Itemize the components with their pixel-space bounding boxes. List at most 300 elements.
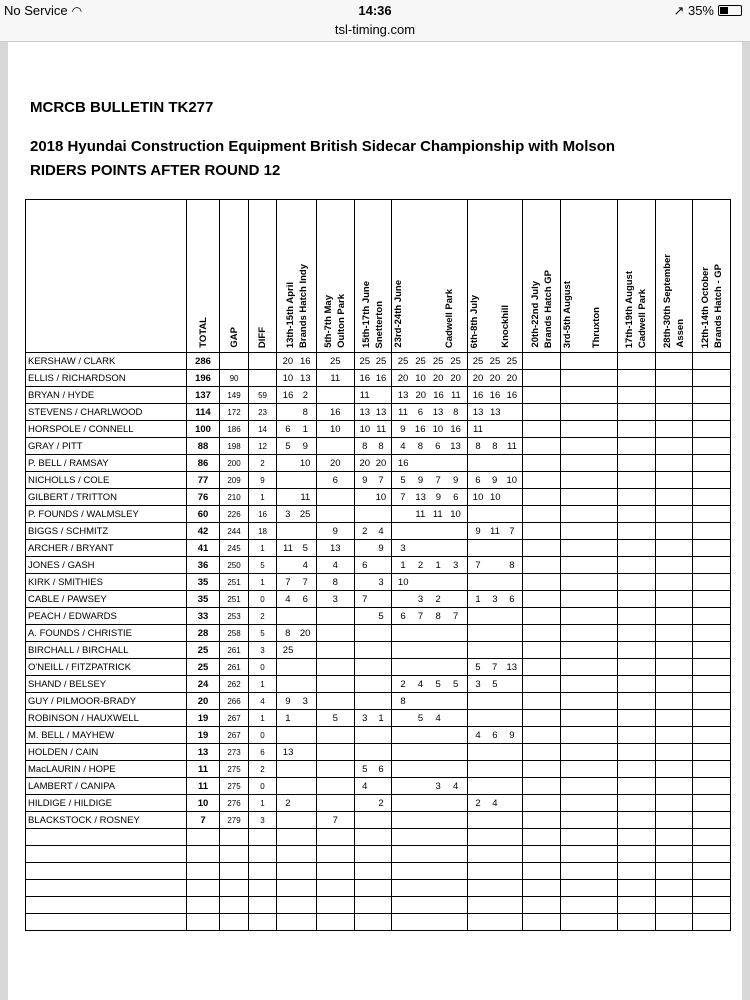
round-cell-empty <box>561 642 618 659</box>
round-cell-empty <box>561 812 618 829</box>
empty-cell <box>618 897 656 914</box>
round-cell-r1 <box>277 387 317 404</box>
round-cell-r2 <box>316 455 354 472</box>
round-cell-r5 <box>467 404 523 421</box>
race-points: 25 <box>506 355 518 367</box>
diff-value <box>248 353 276 370</box>
empty-cell <box>523 863 561 880</box>
total-points: 7 <box>186 812 220 829</box>
race-points <box>507 798 517 809</box>
round-cell-empty <box>693 812 731 829</box>
url-bar[interactable]: tsl-timing.com <box>0 22 750 42</box>
round-cell-empty <box>561 489 618 506</box>
rider-name: O'NEILL / FITZPATRICK <box>26 659 187 676</box>
gap-value: 262 <box>220 676 248 693</box>
gap-value: 186 <box>220 421 248 438</box>
round-cell-r2 <box>316 421 354 438</box>
round-cell-empty <box>561 693 618 710</box>
empty-cell <box>467 914 523 931</box>
race-points <box>507 407 517 418</box>
round-cell-empty <box>693 778 731 795</box>
round-cell-empty <box>655 659 693 676</box>
round-cell-r3 <box>354 472 392 489</box>
race-points: 13 <box>329 542 341 554</box>
round-cell-r3 <box>354 404 392 421</box>
race-points: 7 <box>435 474 441 486</box>
race-points: 4 <box>475 729 481 741</box>
empty-cell <box>655 914 693 931</box>
header-round-3: 15th-17th June Snetterton <box>354 200 392 353</box>
race-points: 4 <box>332 559 338 571</box>
diff-value: 59 <box>248 387 276 404</box>
round-cell-r2 <box>316 404 354 421</box>
race-points: 10 <box>397 576 409 588</box>
race-points: 13 <box>489 406 501 418</box>
race-points: 25 <box>375 355 387 367</box>
points-table <box>25 199 731 931</box>
round-cell-empty <box>655 642 693 659</box>
race-points: 20 <box>299 627 311 639</box>
race-points <box>398 509 408 520</box>
round-cell-r5 <box>467 778 523 795</box>
round-cell-empty <box>693 370 731 387</box>
race-points: 25 <box>415 355 426 367</box>
empty-cell <box>693 829 731 846</box>
round-cell-empty <box>561 778 618 795</box>
table-row <box>26 438 731 455</box>
round-cell-r3 <box>354 744 392 761</box>
race-points: 8 <box>400 695 406 707</box>
race-points: 6 <box>475 474 481 486</box>
diff-value: 0 <box>248 778 276 795</box>
race-points: 6 <box>378 763 384 775</box>
round-cell-empty <box>655 438 693 455</box>
round-cell-r2 <box>316 625 354 642</box>
header-round-1: 13th-15th April Brands Hatch Indy <box>277 200 317 353</box>
race-points: 7 <box>362 593 368 605</box>
table-row <box>26 523 731 540</box>
empty-cell <box>523 914 561 931</box>
race-points: 11 <box>490 525 500 537</box>
round-cell-empty <box>693 659 731 676</box>
total-points: 11 <box>186 778 220 795</box>
race-points <box>433 458 443 469</box>
empty-cell <box>248 863 276 880</box>
empty-cell <box>618 846 656 863</box>
race-points: 11 <box>397 406 408 418</box>
race-points: 9 <box>417 474 424 486</box>
race-points: 20 <box>375 457 387 469</box>
header-round-10: 12th-14th October Brands Hatch - GP <box>693 200 731 353</box>
rider-name: NICHOLLS / COLE <box>26 472 187 489</box>
empty-cell <box>561 846 618 863</box>
race-points: 16 <box>506 389 518 401</box>
race-points: 11 <box>359 389 370 401</box>
race-points <box>451 458 461 469</box>
round-cell-r2 <box>316 812 354 829</box>
race-points: 9 <box>453 474 459 486</box>
race-points: 8 <box>492 440 498 452</box>
race-points: 5 <box>378 610 384 622</box>
race-points: 2 <box>285 797 291 809</box>
race-points: 25 <box>489 355 501 367</box>
race-points: 3 <box>378 576 384 588</box>
round-cell-empty <box>693 608 731 625</box>
race-points <box>300 645 310 656</box>
diff-value: 1 <box>248 489 276 506</box>
round-cell-empty <box>561 438 618 455</box>
round-cell-r1 <box>277 676 317 693</box>
round-cell-r4 <box>392 795 467 812</box>
round-cell-empty <box>561 625 618 642</box>
race-points: 13 <box>415 491 426 503</box>
round-cell-empty <box>523 727 561 744</box>
rider-name: BIRCHALL / BIRCHALL <box>26 642 187 659</box>
total-points: 19 <box>186 710 220 727</box>
race-points: 8 <box>378 440 384 452</box>
header-diff: DIFF <box>248 200 276 353</box>
gap-value: 279 <box>220 812 248 829</box>
rider-name: BIGGS / SCHMITZ <box>26 523 187 540</box>
round-cell-r1 <box>277 727 317 744</box>
round-cell-r2 <box>316 489 354 506</box>
header-round-8: 17th-19th August Cadwell Park <box>618 200 656 353</box>
round-cell-empty <box>523 421 561 438</box>
rider-name: GILBERT / TRITTON <box>26 489 187 506</box>
empty-cell <box>277 914 317 931</box>
rider-name: M. BELL / MAYHEW <box>26 727 187 744</box>
race-points: 13 <box>282 746 294 758</box>
race-points <box>416 781 426 792</box>
empty-cell <box>467 846 523 863</box>
header-name <box>26 200 187 353</box>
round-cell-empty <box>523 812 561 829</box>
round-cell-r1 <box>277 812 317 829</box>
race-points: 6 <box>509 593 515 605</box>
header-round-2: 5th-7th May Oulton Park <box>316 200 354 353</box>
empty-cell <box>316 863 354 880</box>
race-points: 9 <box>302 440 308 452</box>
race-points: 20 <box>432 372 444 384</box>
race-points: 25 <box>397 355 409 367</box>
empty-cell <box>316 880 354 897</box>
race-points: 3 <box>400 542 406 554</box>
round-cell-r1 <box>277 574 317 591</box>
empty-cell <box>248 829 276 846</box>
diff-value: 0 <box>248 659 276 676</box>
race-points <box>451 543 461 554</box>
round-cell-r5 <box>467 676 523 693</box>
gap-value: 273 <box>220 744 248 761</box>
race-points: 5 <box>285 440 291 452</box>
race-points: 20 <box>359 457 371 469</box>
round-cell-empty <box>693 387 731 404</box>
round-cell-empty <box>693 353 731 370</box>
round-cell-r5 <box>467 574 523 591</box>
race-points: 9 <box>378 542 384 554</box>
gap-value: 267 <box>220 710 248 727</box>
round-cell-r2 <box>316 574 354 591</box>
race-points <box>507 679 517 690</box>
rider-name: A. FOUNDS / CHRISTIE <box>26 625 187 642</box>
race-points: 6 <box>302 593 308 605</box>
race-points <box>283 407 293 418</box>
race-points <box>376 781 386 792</box>
round-cell-empty <box>693 506 731 523</box>
round-cell-r3 <box>354 506 392 523</box>
round-cell-empty <box>693 744 731 761</box>
points-table-body <box>26 353 731 931</box>
gap-value: 198 <box>220 438 248 455</box>
round-cell-empty <box>561 506 618 523</box>
race-points: 25 <box>359 355 371 367</box>
empty-cell <box>26 897 187 914</box>
empty-cell <box>248 914 276 931</box>
diff-value: 2 <box>248 608 276 625</box>
race-points: 7 <box>492 661 498 673</box>
race-points: 9 <box>362 474 368 486</box>
round-cell-r2 <box>316 591 354 608</box>
round-cell-r3 <box>354 693 392 710</box>
race-points: 13 <box>299 372 311 384</box>
race-points: 8 <box>417 440 423 452</box>
empty-cell <box>354 880 392 897</box>
rider-name: MacLAURIN / HOPE <box>26 761 187 778</box>
empty-cell <box>316 897 354 914</box>
round-cell-r2 <box>316 353 354 370</box>
race-points: 4 <box>302 559 308 571</box>
empty-cell <box>392 897 467 914</box>
race-points: 9 <box>475 525 481 537</box>
race-points: 20 <box>506 372 518 384</box>
round-cell-empty <box>693 642 731 659</box>
diff-value: 16 <box>248 506 276 523</box>
race-points: 7 <box>285 576 291 588</box>
race-points: 25 <box>472 355 484 367</box>
round-cell-r2 <box>316 761 354 778</box>
race-points: 25 <box>432 355 444 367</box>
empty-cell <box>220 863 248 880</box>
table-row <box>26 370 731 387</box>
diff-value: 0 <box>248 591 276 608</box>
round-cell-empty <box>523 387 561 404</box>
table-row <box>26 744 731 761</box>
race-points <box>398 713 408 724</box>
empty-cell <box>26 914 187 931</box>
round-cell-r2 <box>316 523 354 540</box>
round-cell-empty <box>655 506 693 523</box>
empty-cell <box>248 880 276 897</box>
rider-name: LAMBERT / CANIPA <box>26 778 187 795</box>
race-points: 13 <box>359 406 371 418</box>
race-points: 16 <box>489 389 501 401</box>
round-cell-empty <box>561 591 618 608</box>
race-points: 1 <box>302 423 308 435</box>
total-points: 114 <box>186 404 220 421</box>
round-cell-empty <box>655 540 693 557</box>
round-cell-r4 <box>392 744 467 761</box>
race-points: 9 <box>332 525 338 537</box>
round-cell-r1 <box>277 353 317 370</box>
race-points <box>300 798 310 809</box>
race-points: 20 <box>397 372 409 384</box>
race-points <box>300 747 310 758</box>
race-points <box>416 458 426 469</box>
empty-cell <box>523 880 561 897</box>
empty-cell <box>316 846 354 863</box>
rider-name: P. BELL / RAMSAY <box>26 455 187 472</box>
diff-value: 1 <box>248 574 276 591</box>
empty-cell <box>354 829 392 846</box>
table-row <box>26 540 731 557</box>
gap-value: 275 <box>220 761 248 778</box>
race-points: 6 <box>453 491 459 503</box>
empty-cell <box>467 829 523 846</box>
diff-value: 3 <box>248 642 276 659</box>
empty-cell <box>523 846 561 863</box>
round-cell-r3 <box>354 710 392 727</box>
empty-cell <box>561 829 618 846</box>
round-cell-empty <box>561 710 618 727</box>
round-cell-r3 <box>354 659 392 676</box>
round-cell-r1 <box>277 506 317 523</box>
empty-cell <box>277 846 317 863</box>
round-cell-empty <box>523 506 561 523</box>
race-points: 1 <box>475 593 481 605</box>
race-points: 16 <box>472 389 484 401</box>
race-points: 10 <box>282 372 294 384</box>
round-cell-empty <box>655 608 693 625</box>
total-points: 286 <box>186 353 220 370</box>
round-cell-r5 <box>467 710 523 727</box>
round-cell-r5 <box>467 421 523 438</box>
race-points: 1 <box>378 712 384 724</box>
race-points <box>451 713 461 724</box>
rider-name: ELLIS / RICHARDSON <box>26 370 187 387</box>
empty-cell <box>693 880 731 897</box>
round-cell-r4 <box>392 778 467 795</box>
status-time: 14:36 <box>358 3 392 18</box>
race-points: 7 <box>378 474 384 486</box>
round-cell-empty <box>693 540 731 557</box>
empty-cell <box>467 863 523 880</box>
round-cell-r1 <box>277 540 317 557</box>
round-cell-r1 <box>277 557 317 574</box>
round-cell-r1 <box>277 370 317 387</box>
table-row <box>26 387 731 404</box>
race-points: 5 <box>417 712 424 724</box>
race-points: 11 <box>506 440 517 452</box>
round-cell-empty <box>561 659 618 676</box>
round-cell-empty <box>523 523 561 540</box>
race-points: 4 <box>285 593 291 605</box>
race-points: 3 <box>302 695 308 707</box>
race-points <box>451 594 461 605</box>
table-row <box>26 693 731 710</box>
round-cell-r3 <box>354 387 392 404</box>
race-points <box>416 543 426 554</box>
race-points: 2 <box>400 678 406 690</box>
race-points <box>376 390 386 401</box>
race-points: 16 <box>282 389 294 401</box>
round-cell-r4 <box>392 625 467 642</box>
round-cell-empty <box>618 404 656 421</box>
race-points <box>398 594 408 605</box>
race-points: 16 <box>299 355 311 367</box>
race-points: 16 <box>397 457 409 469</box>
table-row <box>26 421 731 438</box>
empty-cell <box>26 880 187 897</box>
race-points: 25 <box>299 508 311 520</box>
round-cell-empty <box>523 574 561 591</box>
empty-cell <box>354 846 392 863</box>
round-cell-r3 <box>354 625 392 642</box>
gap-value: 149 <box>220 387 248 404</box>
race-points: 20 <box>489 372 501 384</box>
round-cell-r1 <box>277 523 317 540</box>
round-cell-r4 <box>392 710 467 727</box>
race-points: 20 <box>415 389 427 401</box>
round-cell-r1 <box>277 489 317 506</box>
total-points: 88 <box>186 438 220 455</box>
round-cell-empty <box>561 676 618 693</box>
round-cell-empty <box>618 557 656 574</box>
race-points: 4 <box>378 525 384 537</box>
round-cell-r1 <box>277 778 317 795</box>
total-points: 25 <box>186 642 220 659</box>
gap-value: 251 <box>220 574 248 591</box>
round-cell-r2 <box>316 693 354 710</box>
round-cell-empty <box>693 438 731 455</box>
diff-value: 0 <box>248 727 276 744</box>
race-points: 20 <box>450 372 461 384</box>
empty-cell <box>561 897 618 914</box>
location-arrow-icon: ↗ <box>673 3 685 18</box>
diff-value: 1 <box>248 795 276 812</box>
total-points: 196 <box>186 370 220 387</box>
race-points: 4 <box>435 712 441 724</box>
round-cell-empty <box>561 523 618 540</box>
table-row <box>26 761 731 778</box>
table-row <box>26 455 731 472</box>
round-cell-r1 <box>277 710 317 727</box>
race-points: 5 <box>302 542 308 554</box>
round-cell-empty <box>523 693 561 710</box>
round-cell-empty <box>693 795 731 812</box>
round-cell-empty <box>561 727 618 744</box>
table-row <box>26 778 731 795</box>
battery-percent: 35% <box>687 3 714 18</box>
round-cell-r2 <box>316 778 354 795</box>
round-cell-r4 <box>392 455 467 472</box>
round-cell-empty <box>561 404 618 421</box>
rider-name: P. FOUNDS / WALMSLEY <box>26 506 187 523</box>
empty-cell <box>277 897 317 914</box>
round-cell-r2 <box>316 540 354 557</box>
race-points <box>283 458 293 469</box>
round-cell-r1 <box>277 625 317 642</box>
race-points: 25 <box>329 355 341 367</box>
gap-value: 226 <box>220 506 248 523</box>
race-points <box>451 696 461 707</box>
round-cell-r5 <box>467 608 523 625</box>
race-points: 16 <box>375 372 387 384</box>
diff-value: 1 <box>248 540 276 557</box>
document-page <box>8 42 742 1000</box>
race-points: 8 <box>509 559 515 571</box>
total-points: 36 <box>186 557 220 574</box>
round-cell-r5 <box>467 506 523 523</box>
